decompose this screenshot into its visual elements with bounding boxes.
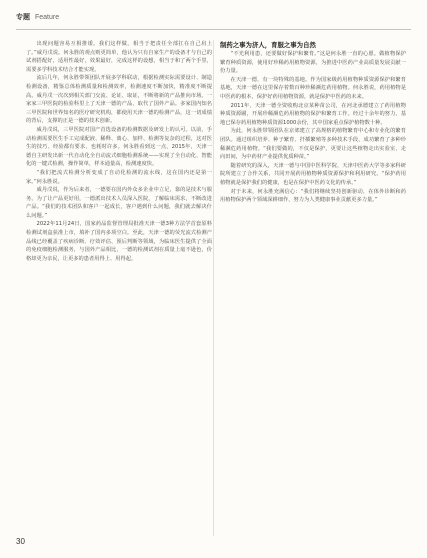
paragraph: “我们把流式检测分析变成了自动化检测的流水线，这在国内还是第一家。”何永胜说。 xyxy=(26,169,212,185)
paragraph: 对于未来，何永胜充满信心：“我们将继续坚持创新驱动，在体外诊断和药用植物保护两个领域深耕细作，努力为人类健康事业贡献更多力量。” xyxy=(220,188,406,204)
paragraph: 随着研究的深入，天津一德与中国中医科学院、天津中医药大学等多家科研院所建立了合作关系，共同开展药用植物种质资源保护和利用研究。“保护药用植物就是保护我们的健康，也是在保护中医药文化的传承。” xyxy=(220,162,406,186)
header-rule xyxy=(16,29,411,30)
paragraph: 威丹戊说，作为后来者，一德要在国内外众多企业中立足，靠的是技术与服务。为了让产品更好用，一德派出技术人员深入医院，了解临床需求，不断改进产品。“我们的技术团队和客户一起成长，客户遇到什么问题，我们就去解决什么问题。” xyxy=(26,187,212,219)
paragraph: “不光利用患，还要做好保护和繁育。”这是何永胜一直的心愿。做植物保护繁育种质资源，使用好珍稀药用植物资源，为推进中医药产业高质量发展贡献一份力量。 xyxy=(220,51,406,75)
left-text-column xyxy=(26,40,212,536)
section-label: 专题 xyxy=(16,13,30,21)
section-subheading: 制药之事为济人，育服之事为自然 xyxy=(220,41,316,49)
paragraph: 威丹戊说，三甲医院对国产首选设备的检测数据及研发上的认可。以前，手动检测需要医生手工完成配液、稀释、离心、加样、检测等复杂的过程，这对医生的技巧、经验都有要求，也耗时许多。何永胜看到这一点，2015年，天津一德自主研发出新一代自动化全自动流式细胞检测系统——实现了全自动化、智能化的一键式检测，操作简单，样本通量高，检测速度快。 xyxy=(26,126,212,168)
paragraph: 2011年，天津一德全资收购北京某种苗公司，在河北承德建立了药用植物种质资源圃，开展珍稀濒危药用植物的保护和繁育工作。经过十余年的努力，基地已保存药用植物种质资源1000余份，其中国家重点保护植物数十种。 xyxy=(220,102,406,126)
column-divider xyxy=(213,40,214,536)
paragraph: 为此，何永胜带领团队在京郊建立了高规格的植物繁育中心和专业化的繁育团队。通过组织培养、种子繁育、扦插繁殖等多种技术手段，成功繁育了多种珍稀濒危药用植物。“我们要做的，不仅是保护，更要让这些植物走出实验室，走向田间，为中药材产业提供优质种苗。” xyxy=(220,128,406,161)
page-header xyxy=(16,10,59,24)
paragraph: 出现问题容易互相推诿。我们这样做，相当于把责任全部扛在自己肩上了。”威丹戊说。何永胜的观点则更简单，他认为只有自家生产的设备才与自己的试剂搭配好，适用性最好，效果最好，完成这样的设想，相当于和了两个手里，需要多学科技术结合才能实现。 xyxy=(26,41,212,73)
paragraph: 在天津一德，有一块特殊的基地。作为国家级药用植物种质资源保护和繁育基地，天津一德在这里保存着数百种珍稀濒危药用植物。何永胜说，药用植物是中医药的根本，保护好药用植物资源，就是保护中医药的未来。 xyxy=(220,76,406,100)
right-text-column xyxy=(220,40,406,536)
paragraph: 流后几年，何永胜带领团队开展多学科联动，根据检测实际需要设计、制造检测设备，精鉴总体检测质量和检测效率，检测速度不断加快，精准度不断提高。威丹戊一次次到相关部门交流、论证、取证，不断将新的产品推向市场。一家家三甲医院的检验科里上了天津一德的产品，取代了国外产品。多家国内知名三甲医院和世界知名的医疗研究机构，都使用天津一德的检测产品，这一切成绩的背后，支撑的正是一德的技术创新。 xyxy=(26,75,212,125)
paragraph: 2022年11月24日，国家药品监督管理局批准天津一德3种方法学首套原料检测试剂盒获准上市，填补了国内多项空白。至此，天津一德的荧光流式检测产品线已经覆盖了疾病诊断、疗效评估、预后判断等领域，为临床医生提供了全面的免疫细胞检测服务，与国外产品相比，一德的检测试剂在质量上毫不逊色，价格却更为亲民，让更多的患者用得上、用得起。 xyxy=(26,221,212,262)
page-number: 30 xyxy=(16,537,25,546)
section-label-en: Feature xyxy=(35,13,60,21)
